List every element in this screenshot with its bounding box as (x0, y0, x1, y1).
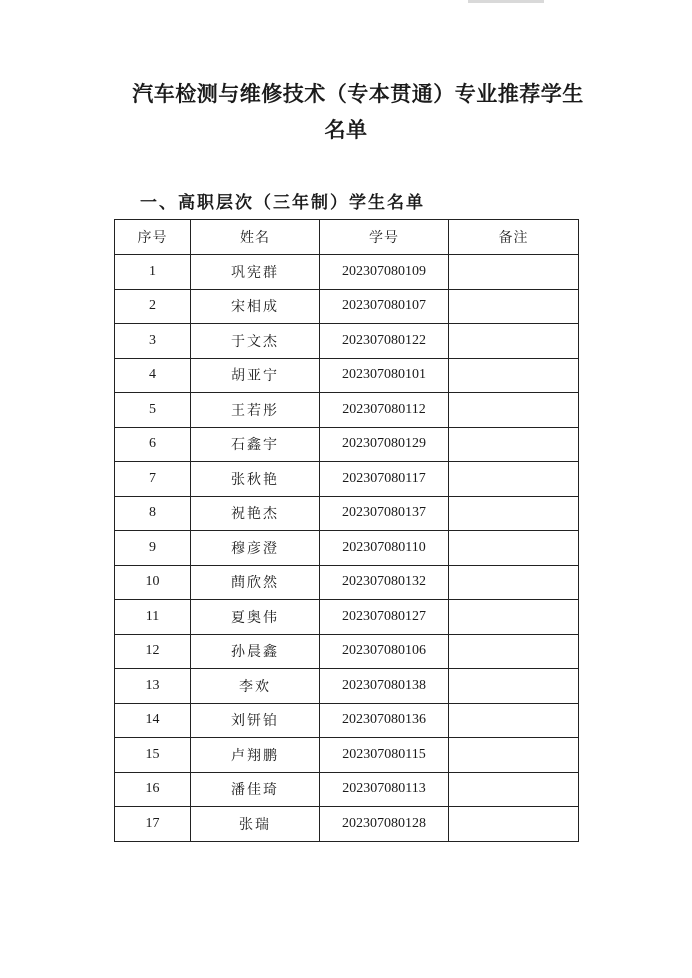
row-student-id-cell: 202307080117 (320, 462, 449, 497)
row-name-cell: 祝艳杰 (191, 496, 320, 531)
table-row (115, 703, 579, 738)
row-name-cell: 王若彤 (191, 393, 320, 428)
row-student-id-cell: 202307080122 (320, 324, 449, 359)
table-row (115, 531, 579, 566)
row-student-id-cell: 202307080107 (320, 289, 449, 324)
row-seq-cell: 11 (115, 600, 191, 635)
table-row (115, 496, 579, 531)
row-seq-cell: 8 (115, 496, 191, 531)
table-row (115, 393, 579, 428)
row-note-cell (449, 531, 579, 566)
header-student-id: 学号 (320, 220, 449, 255)
row-seq-cell: 6 (115, 427, 191, 462)
table-row (115, 772, 579, 807)
row-note-cell (449, 807, 579, 842)
row-note-cell (449, 289, 579, 324)
row-seq-cell: 17 (115, 807, 191, 842)
row-name-cell: 石鑫宇 (191, 427, 320, 462)
table-row (115, 289, 579, 324)
row-name-cell: 刘钘铂 (191, 703, 320, 738)
table-row (115, 634, 579, 669)
row-note-cell (449, 669, 579, 704)
row-student-id-cell: 202307080128 (320, 807, 449, 842)
row-note-cell (449, 634, 579, 669)
row-student-id-cell: 202307080112 (320, 393, 449, 428)
row-note-cell (449, 462, 579, 497)
row-name-cell: 胡亚宁 (191, 358, 320, 393)
document-title: 汽车检测与维修技术（专本贯通）专业推荐学生 (132, 82, 584, 106)
row-seq-cell: 5 (115, 393, 191, 428)
row-name-cell: 巩宪群 (191, 255, 320, 290)
row-name-cell: 宋相成 (191, 289, 320, 324)
row-name-cell: 张秋艳 (191, 462, 320, 497)
row-name-cell: 李欢 (191, 669, 320, 704)
header-name: 姓名 (191, 220, 320, 255)
row-student-id-cell: 202307080129 (320, 427, 449, 462)
table-row (115, 738, 579, 773)
row-student-id-cell: 202307080109 (320, 255, 449, 290)
row-name-cell: 于文杰 (191, 324, 320, 359)
row-name-cell: 蔄欣然 (191, 565, 320, 600)
row-seq-cell: 13 (115, 669, 191, 704)
row-seq-cell: 4 (115, 358, 191, 393)
row-note-cell (449, 772, 579, 807)
table-body (115, 255, 579, 842)
row-student-id-cell: 202307080136 (320, 703, 449, 738)
row-note-cell (449, 703, 579, 738)
row-note-cell (449, 393, 579, 428)
table-row (115, 565, 579, 600)
row-seq-cell: 14 (115, 703, 191, 738)
row-note-cell (449, 600, 579, 635)
row-seq-cell: 9 (115, 531, 191, 566)
row-note-cell (449, 358, 579, 393)
row-student-id-cell: 202307080106 (320, 634, 449, 669)
scan-edge-mark (468, 0, 544, 3)
row-student-id-cell: 202307080132 (320, 565, 449, 600)
row-student-id-cell: 202307080115 (320, 738, 449, 773)
table-row (115, 669, 579, 704)
table-row (115, 462, 579, 497)
row-note-cell (449, 496, 579, 531)
table-row (115, 807, 579, 842)
table-row (115, 358, 579, 393)
table-row (115, 324, 579, 359)
row-note-cell (449, 324, 579, 359)
row-student-id-cell: 202307080127 (320, 600, 449, 635)
header-seq: 序号 (115, 220, 191, 255)
row-seq-cell: 2 (115, 289, 191, 324)
row-seq-cell: 7 (115, 462, 191, 497)
row-name-cell: 卢翔鹏 (191, 738, 320, 773)
row-seq-cell: 10 (115, 565, 191, 600)
table-row (115, 255, 579, 290)
row-name-cell: 潘佳琦 (191, 772, 320, 807)
row-name-cell: 夏奥伟 (191, 600, 320, 635)
row-name-cell: 孙晨鑫 (191, 634, 320, 669)
row-student-id-cell: 202307080113 (320, 772, 449, 807)
row-student-id-cell: 202307080137 (320, 496, 449, 531)
row-note-cell (449, 738, 579, 773)
row-note-cell (449, 255, 579, 290)
row-note-cell (449, 427, 579, 462)
student-list-table (114, 219, 579, 842)
header-note: 备注 (449, 220, 579, 255)
row-name-cell: 穆彦澄 (191, 531, 320, 566)
section-heading: 一、高职层次（三年制）学生名单 (140, 193, 425, 213)
row-seq-cell: 3 (115, 324, 191, 359)
row-seq-cell: 12 (115, 634, 191, 669)
row-seq-cell: 15 (115, 738, 191, 773)
row-note-cell (449, 565, 579, 600)
row-student-id-cell: 202307080138 (320, 669, 449, 704)
row-student-id-cell: 202307080101 (320, 358, 449, 393)
row-name-cell: 张瑞 (191, 807, 320, 842)
document-title-continued: 名单 (324, 118, 368, 142)
table-header-row (115, 220, 579, 255)
table-row (115, 600, 579, 635)
row-seq-cell: 16 (115, 772, 191, 807)
row-student-id-cell: 202307080110 (320, 531, 449, 566)
table-row (115, 427, 579, 462)
row-seq-cell: 1 (115, 255, 191, 290)
